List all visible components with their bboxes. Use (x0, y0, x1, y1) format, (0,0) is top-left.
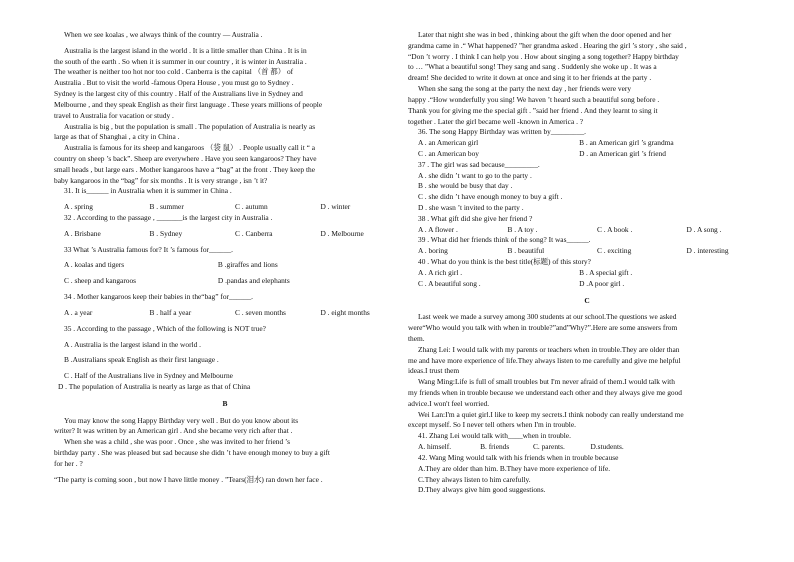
option-d[interactable]: D.They always give him good suggestions. (418, 485, 546, 495)
question-39 (408, 235, 766, 257)
option-a-b[interactable]: A.They are older than him. B.They have more experience of life. (418, 463, 611, 473)
option-d[interactable]: D . interesting (686, 246, 729, 256)
text-line: happy .“How wonderfully you sing! We haven ’t heard such a beautiful song before . (408, 94, 660, 104)
option-a[interactable]: A . a year (64, 307, 93, 317)
text-line: country on sheep ’s back”. Sheep are everywhere . Have you seen kangaroos? They have (54, 153, 317, 163)
text-line: writer? It was written by an American girl . And she became very rich after that . (54, 426, 293, 436)
text-line: dream! She decided to write it down at once and sing it to her friends at the party . (408, 73, 652, 83)
question-stem: 34 . Mother kangaroos keep their babies in the“bag” for______. (64, 292, 254, 302)
question-options (408, 268, 766, 279)
text-line: “Don ’t worry . I think I can help you . How about singing a song together? Happy birthday (408, 51, 679, 61)
question-stem: 35 . According to the passage , Which of the following is NOT true? (64, 323, 266, 333)
section-c-heading: C (584, 295, 590, 305)
question-35 (54, 324, 396, 393)
question-options (408, 442, 638, 453)
option-c[interactable]: C . an American boy (418, 148, 479, 158)
text-line: When she sang the song at the party the next day , her friends were very (418, 84, 632, 94)
question-options (408, 149, 766, 160)
question-stem: 41. Zhang Lei would talk with____when in trouble. (418, 431, 571, 441)
question-stem: 31. It is______ in Australia when it is summer in China . (64, 186, 232, 196)
text-line: travel to Australia for vacation or study . (54, 110, 174, 120)
option-a[interactable]: A . an American girl (418, 138, 479, 148)
passage-b-paragraph-5 (408, 84, 766, 127)
option-a[interactable]: A . boring (418, 246, 448, 256)
text-line: Wang Ming:Life is full of small troubles but I'm never afraid of them.I would talk with (418, 377, 675, 387)
passage-c-paragraph-2 (408, 345, 766, 377)
option-b[interactable]: B . A toy . (507, 224, 538, 234)
option-b[interactable]: B . half a year (149, 307, 192, 317)
option-d[interactable]: D . The population of Australia is nearly as large as that of China (58, 381, 251, 391)
passage-c-paragraph-1 (408, 312, 766, 344)
text-line: advice.I won't feel worried. (408, 398, 490, 408)
question-options (408, 279, 766, 290)
option-d[interactable]: D . A song . (686, 224, 722, 234)
option-c[interactable]: C . Canberra (235, 228, 273, 238)
option-c[interactable]: C . Half of the Australians live in Sydney and Melbourne (64, 371, 233, 381)
passage-c-paragraph-4 (408, 410, 766, 432)
text-line: Australia is famous for its sheep and kangaroos （袋 鼠） . People usually call it “ a (64, 143, 316, 153)
text-line: were“Who would you talk with when in trouble?”and”Why?”.Here are some answers from (408, 323, 678, 333)
option-a[interactable]: A . Australia is the largest island in the world . (64, 339, 201, 349)
question-stem: 33 What ’s Australia famous for? It ’s famous for______. (64, 244, 233, 254)
question-options (54, 308, 396, 319)
option-c[interactable]: C . exciting (597, 246, 632, 256)
option-a[interactable]: A . she didn ’t want to go to the party . (418, 170, 532, 180)
option-c[interactable]: C.They always listen to him carefully. (418, 474, 531, 484)
option-b[interactable]: B. friends (480, 442, 510, 452)
text-line: grandma came in .“ What happened? ”her grandma asked . Hearing the girl ’s story , she said , (408, 40, 687, 50)
text-line: Last week we made a survey among 300 students at our school.The questions we asked (418, 312, 677, 322)
option-a[interactable]: A . A rich girl . (418, 267, 463, 277)
section-b-heading: B (222, 398, 228, 408)
text-line: Sydney is the largest city of this country . Half of the Australians live in Sydney and (54, 89, 303, 99)
text-line: birthday party . She was pleased but sad because she didn ’t have enough money to buy a gift (54, 448, 330, 457)
passage-a-paragraph-2 (54, 122, 396, 144)
option-c[interactable]: C . seven months (235, 307, 286, 317)
right-column (408, 30, 766, 496)
text-line: together . Later the girl became well -known in America . ? (408, 116, 584, 126)
question-options (54, 229, 396, 240)
text-line: ideas.I trust them (408, 366, 460, 376)
text-line: Zhang Lei: I would talk with my parents or teachers when in trouble.They are older than (418, 344, 680, 354)
text-line: them. (408, 333, 425, 343)
question-36 (408, 127, 766, 159)
option-d[interactable]: D . an American girl ’s friend (579, 148, 666, 158)
question-32 (54, 213, 396, 240)
option-c[interactable]: C . autumn (235, 202, 268, 212)
question-options (54, 202, 396, 213)
text-line: my friends when in trouble because we understand each other and they always give me good (408, 388, 682, 397)
option-b[interactable]: B . A special gift . (579, 267, 633, 277)
text-line: Thank you for giving me the special gift . ”said her friend . And they learnt to sing it (408, 105, 658, 115)
question-stem: 40 . What do you think is the best title(标题) of this story? (418, 257, 591, 267)
question-41 (408, 431, 766, 453)
question-38 (408, 214, 766, 236)
option-b[interactable]: B .Australians speak English as their first language . (64, 355, 219, 365)
question-40 (408, 257, 766, 289)
text-line: me and have more experience of life.They always listen to me carefully and give me helpful (408, 355, 681, 365)
text-line: The weather is neither too hot nor too cold . Canberra is the capital （首 都） of (54, 67, 294, 77)
option-d[interactable]: D . eight months (320, 307, 370, 317)
passage-b-paragraph-1 (54, 416, 396, 438)
question-options (408, 225, 766, 236)
text-line: to … ”What a beautiful song! They sang and sang . Suddenly she woke up . It was a (408, 62, 657, 72)
passage-b-paragraph-4 (408, 30, 766, 84)
passage-b-paragraph-2 (54, 437, 396, 469)
option-d[interactable]: D .A poor girl . (579, 278, 625, 288)
option-b[interactable]: B .giraffes and lions (217, 260, 278, 270)
option-b[interactable]: B . beautiful (507, 246, 545, 256)
question-stem: 36. The song Happy Birthday was written by_________. (418, 127, 586, 137)
passage-b-paragraph-3: “The party is coming soon , but now I have little money . ”Tears(泪水) ran down her face . (54, 474, 323, 484)
passage-c-paragraph-3 (408, 377, 766, 409)
question-stem: 38 . What gift did she give her friend ? (418, 213, 533, 223)
option-b[interactable]: B . summer (149, 202, 184, 212)
text-line: You may know the song Happy Birthday very well . But do you know about its (64, 415, 299, 425)
text-line: Wei Lan:I'm a quiet girl.I like to keep my secrets.I think nobody can really understand me (418, 409, 684, 419)
question-34 (54, 292, 396, 319)
question-33 (54, 245, 396, 287)
option-d[interactable]: D.students. (590, 442, 624, 452)
option-a[interactable]: A . A flower . (418, 224, 458, 234)
option-b[interactable]: B . an American girl ’s grandma (579, 138, 674, 148)
option-b[interactable]: B . she would be busy that day . (418, 181, 513, 191)
text-line: small heads , but large ears . Mother kangaroos have a “bag” at the front . They keep the (54, 164, 315, 174)
option-a[interactable]: A . koalas and tigers (64, 260, 125, 270)
option-d[interactable]: D . she wasn ’t invited to the party . (418, 203, 524, 212)
option-d[interactable]: D .pandas and elephants (217, 276, 290, 286)
question-stem: 37 . The girl was sad because_________. (418, 159, 540, 169)
text-line: Australia is big , but the population is small . The population of Australia is nearly as (64, 121, 316, 131)
question-stem: 39 . What did her friends think of the song? It was______. (418, 235, 591, 245)
intro-line: When we see koalas , we always think of the country — Australia . (64, 30, 263, 39)
question-options (408, 246, 766, 257)
text-line: Australia is the largest island in the world . It is a little smaller than China . It is in (64, 45, 307, 55)
text-line: the south of the earth . So when it is summer in our country , it is winter in Australia . (54, 56, 307, 66)
text-line: large as that of Shanghai , a city in China . (54, 132, 180, 142)
text-line: baby kangaroos in the “bag” for six months . It is very strange , isn ’t it? (54, 175, 268, 185)
option-c[interactable]: C . A book . (597, 224, 633, 234)
question-options (408, 138, 766, 149)
text-line: for her . ? (54, 458, 83, 468)
question-options (54, 276, 396, 287)
option-d[interactable]: D . winter (320, 202, 351, 212)
question-37 (408, 160, 766, 214)
question-options (54, 260, 396, 271)
passage-a-paragraph-1 (54, 46, 396, 122)
text-line: Melbourne , and they speak English as their first language . These years millions of people (54, 99, 323, 109)
question-31 (54, 186, 396, 213)
option-a[interactable]: A. himself. (418, 442, 452, 452)
option-c[interactable]: C . A beautiful song . (418, 278, 481, 288)
option-d[interactable]: D . Melbourne (320, 228, 364, 238)
question-stem: 42. Wang Ming would talk with his friends when in trouble because (418, 452, 619, 462)
text-line: When she was a child , she was poor . Once , she was invited to her friend ’s (64, 437, 290, 447)
left-column (54, 30, 396, 485)
question-42 (408, 453, 766, 496)
option-a[interactable]: A . Brisbane (64, 228, 101, 238)
option-a[interactable]: A . spring (64, 202, 93, 212)
text-line: Australia . But to visit the world -famous Opera House , you must go to Sydney . (54, 78, 294, 88)
option-c[interactable]: C. parents. (532, 442, 565, 452)
question-stem: 32 . According to the passage , _______is the largest city in Australia . (64, 213, 273, 222)
option-c[interactable]: C . she didn ’t have enough money to buy a gift . (418, 192, 563, 202)
text-line: except myself. So I never tell others when I'm in trouble. (408, 420, 576, 430)
option-c[interactable]: C . sheep and kangaroos (64, 276, 137, 286)
text-line: Later that night she was in bed , thinking about the gift when the door opened and her (418, 30, 672, 39)
passage-a-paragraph-3 (54, 143, 396, 186)
option-b[interactable]: B . Sydney (149, 228, 183, 238)
